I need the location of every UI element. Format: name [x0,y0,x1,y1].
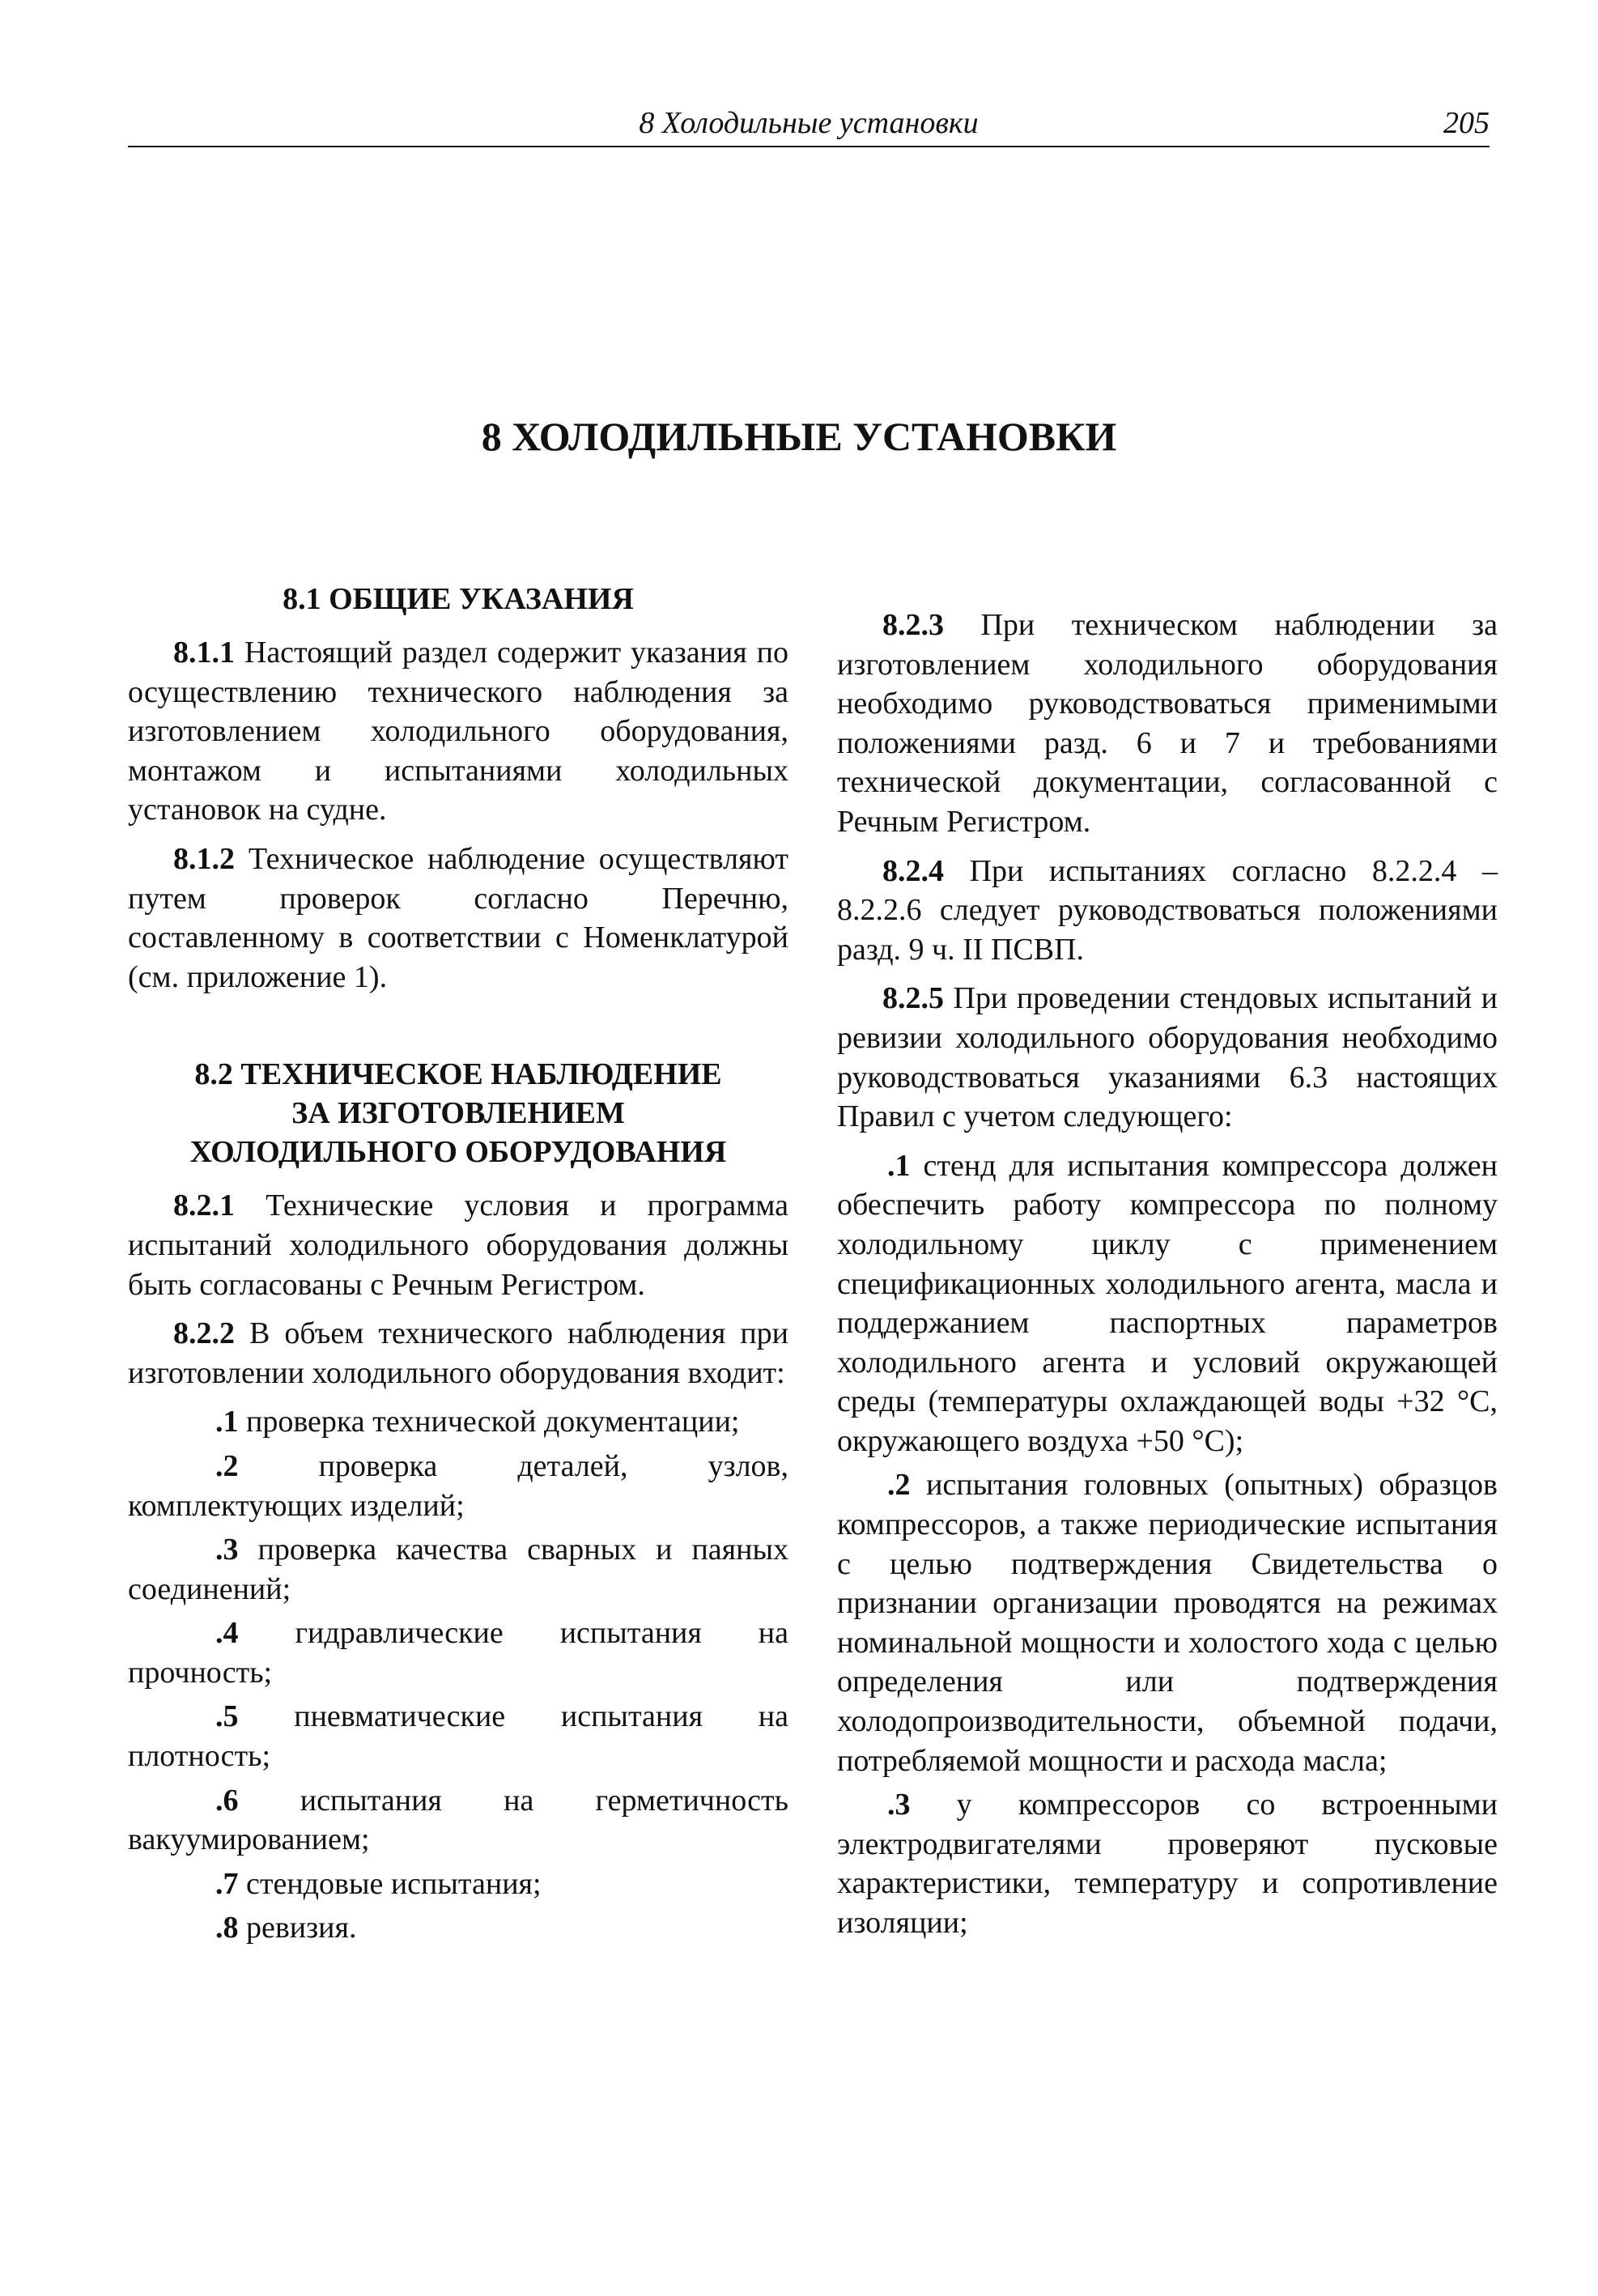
right-column [837,606,1498,1948]
section-heading-line: 8.2 ТЕХНИЧЕСКОЕ НАБЛЮДЕНИЕ [194,1057,722,1092]
list-item [128,1864,788,1904]
left-column [128,580,788,1953]
item-text: ревизия. [238,1911,357,1945]
list-item [128,1781,788,1860]
list-item [128,1614,788,1692]
list-item [128,1530,788,1609]
item-number: .7 [215,1866,239,1901]
paragraph-number: 8.2.3 [882,608,944,642]
paragraph-number: 8.1.2 [173,841,235,876]
running-head-title: 8 Холодильные установки [639,106,979,140]
paragraph-number: 8.1.1 [173,636,235,670]
item-text: стенд для испытания компрессора должен обеспечить работу компрессора по полному холодильному циклу с применением спецификационных холодильного агента, масла и поддержанием паспортных параметров холодильного агента и условий окружающей среды (температуры охлаждающей воды +32 °С, окружающего воздуха +50 °С); [837,1148,1498,1458]
item-text: пневматические испытания на плотность; [128,1699,788,1774]
section-heading-line: ХОЛОДИЛЬНОГО ОБОРУДОВАНИЯ [189,1135,727,1170]
item-number: .1 [215,1405,239,1439]
item-number: .1 [887,1148,911,1183]
section-heading-line: ЗА ИЗГОТОВЛЕНИЕМ [291,1096,625,1131]
item-number: .2 [215,1448,239,1483]
item-number: .4 [215,1616,239,1651]
item-text: гидравлические испытания на прочность; [128,1616,788,1690]
paragraph-8-2-4 [837,852,1498,970]
paragraph-number: 8.2.4 [882,853,944,888]
item-text: проверка качества сварных и паяных соединений; [128,1533,788,1606]
paragraph-text: При испытаниях согласно 8.2.2.4 – 8.2.2.6 следует руководствоваться положениями разд. 9 ч. II ПСВП. [837,853,1498,967]
item-text: у компрессоров со встроенными электродвигателями проверяют пусковые характеристики, температуру и сопротивление изоляции; [837,1788,1498,1940]
running-head [128,104,1490,147]
item-number: .3 [215,1533,239,1567]
item-number: .8 [215,1911,239,1945]
list-item [128,1697,788,1775]
section-heading-8-2 [128,1055,788,1171]
paragraph-8-2-1 [128,1186,788,1304]
item-text: проверка деталей, узлов, комплектующих изделий; [128,1448,788,1523]
list-item [837,1465,1498,1780]
paragraph-text: Техническое наблюдение осуществляют путем проверок согласно Перечню, составленному в соответствии с Номенклатурой (см. приложение 1). [128,841,788,994]
paragraph-8-2-3 [837,606,1498,842]
paragraph-text: В объем технического наблюдения при изготовлении холодильного оборудования входит: [128,1316,788,1390]
item-number: .2 [887,1468,911,1503]
paragraph-8-1-1 [128,633,788,830]
item-number: .3 [887,1788,911,1822]
list-item [128,1908,788,1948]
paragraph-text: Настоящий раздел содержит указания по осуществлению технического наблюдения за изготовлением холодильного оборудования, монтажом и испытаниями холодильных установок на судне. [128,636,788,827]
paragraph-number: 8.2.5 [882,981,944,1016]
paragraph-number: 8.2.2 [173,1316,235,1351]
paragraph-8-1-2 [128,840,788,997]
paragraph-text: Технические условия и программа испытаний холодильного оборудования должны быть согласованы с Речным Регистром. [128,1188,788,1302]
item-text: испытания головных (опытных) образцов компрессоров, а также периодические испытания с целью подтверждения Свидетельства о признании организации проводятся на режимах номинальной мощности и холостого хода с целью определения или подтверждения холодопроизводительности, объемной подачи, потребляемой мощности и расхода масла; [837,1468,1498,1778]
section-heading-8-1: 8.1 ОБЩИЕ УКАЗАНИЯ [283,582,634,616]
list-item [837,1146,1498,1461]
item-text: стендовые испытания; [238,1866,542,1901]
paragraph-text: При проведении стендовых испытаний и ревизии холодильного оборудования необходимо руководствоваться указаниями 6.3 настоящих Правил с учетом следующего: [837,981,1498,1134]
chapter-title: 8 ХОЛОДИЛЬНЫЕ УСТАНОВКИ [481,414,1117,459]
paragraph-text: При техническом наблюдении за изготовлением холодильного оборудования необходимо руководствоваться применимыми положениями разд. 6 и 7 и требованиями технической документации, согласованной с Речным Регистром. [837,608,1498,839]
item-number: .5 [215,1699,239,1734]
list-item [128,1402,788,1442]
item-text: испытания на герметичность вакуумированием; [128,1783,788,1857]
paragraph-number: 8.2.1 [173,1188,235,1223]
page-number: 205 [1443,106,1490,140]
item-text: проверка технической документации; [238,1405,740,1439]
paragraph-8-2-5 [837,979,1498,1136]
list-item [837,1785,1498,1942]
list-item [128,1447,788,1525]
paragraph-8-2-2 [128,1314,788,1392]
item-number: .6 [215,1783,239,1818]
